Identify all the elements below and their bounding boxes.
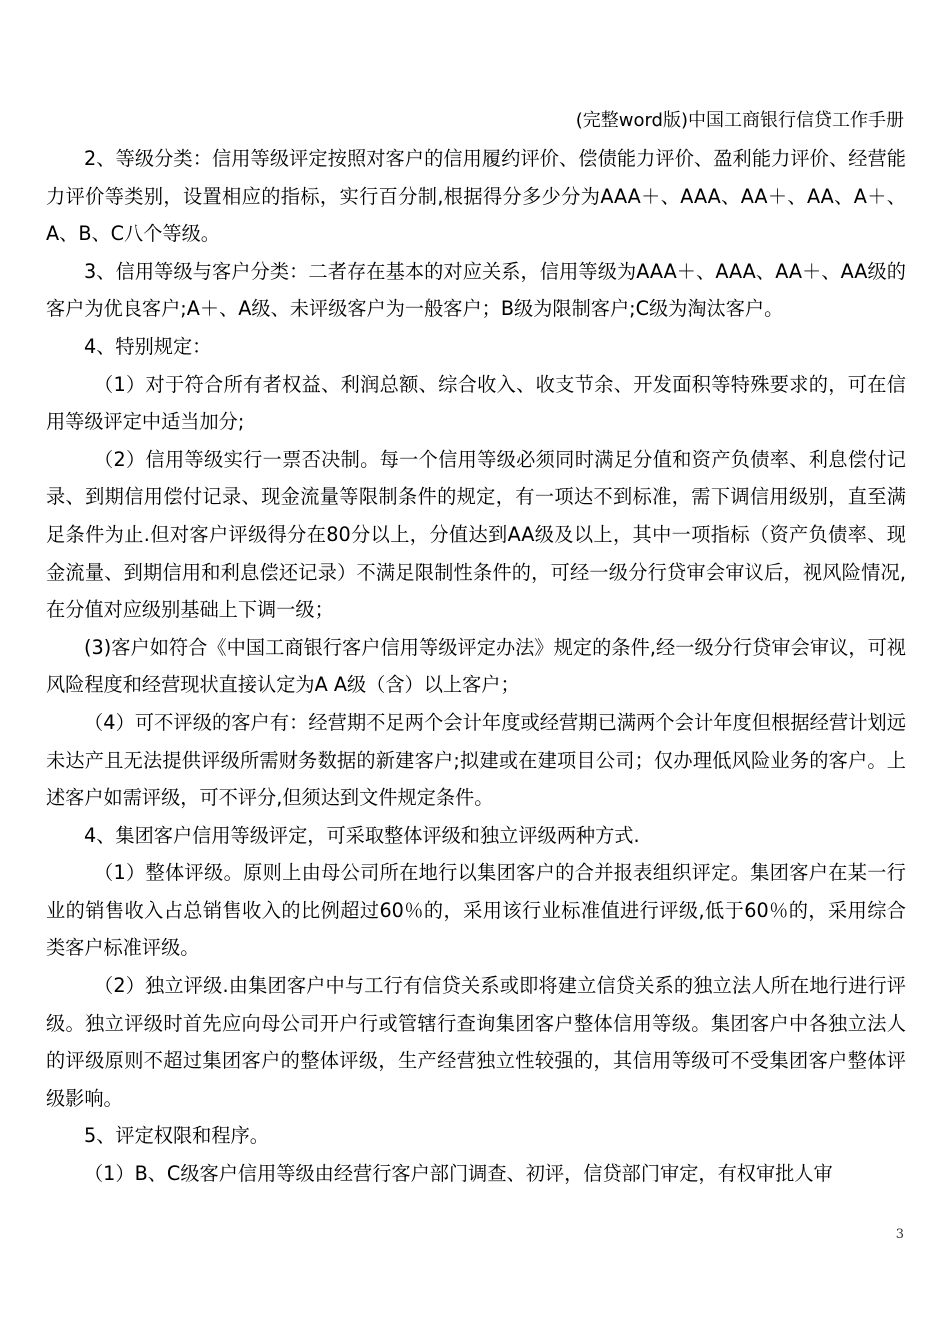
paragraph-group-rating-overall: （1）整体评级。原则上由母公司所在地行以集团客户的合并报表组织评定。集团客户在某一行业的销售收入占总销售收入的比例超过60％的，采用该行业标准值进行评级,低于60％的，采用综合类客户标准评级。	[46, 861, 906, 960]
page-number: 3	[895, 1227, 904, 1242]
paragraph-special-rule-4: （4）可不评级的客户有：经营期不足两个会计年度或经营期已满两个会计年度但根据经营计划远未达产且无法提供评级所需财务数据的新建客户;拟建或在建项目公司；仅办理低风险业务的客户。上述客户如需评级，可不评分,但须达到文件规定条件。	[46, 710, 906, 810]
paragraph-special-rule-1: （1）对于符合所有者权益、利润总额、综合收入、收支节余、开发面积等特殊要求的，可在信用等级评定中适当加分;	[46, 372, 906, 434]
paragraph-group-rating-heading: 4、集团客户信用等级评定，可采取整体评级和独立评级两种方式.	[84, 823, 640, 847]
paragraph-authority-heading: 5、评定权限和程序。	[84, 1124, 269, 1148]
paragraph-authority-rule-1: （1）B、C级客户信用等级由经营行客户部门调查、初评，信贷部门审定，有权审批人审	[84, 1162, 833, 1186]
document-header-title: (完整word版)中国工商银行信贷工作手册	[575, 110, 904, 131]
paragraph-grade-classification: 2、等级分类：信用等级评定按照对客户的信用履约评价、偿债能力评价、盈利能力评价、经营能力评价等类别，设置相应的指标，实行百分制,根据得分多少分为AAA＋、AAA、AA＋、AA、A＋、A、B、C八个等级。	[46, 147, 906, 246]
paragraph-special-rule-2: （2）信用等级实行一票否决制。每一个信用等级必须同时满足分值和资产负债率、利息偿付记录、到期信用偿付记录、现金流量等限制条件的规定，有一项达不到标准，需下调信用级别，直至满足条件为止.但对客户评级得分在80分以上，分值达到AA级及以上，其中一项指标（资产负债率、现金流量、到期信用和利息偿还记录）不满足限制性条件的，可经一级分行贷审会审议后，视风险情况,在分值对应级别基础上下调一级；	[46, 447, 906, 622]
document-body	[46, 140, 906, 1193]
paragraph-group-rating-independent: （2）独立评级.由集团客户中与工行有信贷关系或即将建立信贷关系的独立法人所在地行进行评级。独立评级时首先应向母公司开户行或管辖行查询集团客户整体信用等级。集团客户中各独立法人的评级原则不超过集团客户的整体评级，生产经营独立性较强的，其信用等级可不受集团客户整体评级影响。	[46, 974, 906, 1110]
paragraph-special-rules-heading: 4、特别规定：	[84, 334, 212, 358]
paragraph-special-rule-3: (3)客户如符合《中国工商银行客户信用等级评定办法》规定的条件,经一级分行贷审会审议，可视风险程度和经营现状直接认定为A A级（含）以上客户；	[46, 635, 906, 697]
paragraph-grade-customer-mapping: 3、信用等级与客户分类：二者存在基本的对应关系，信用等级为AAA＋、AAA、AA＋、AA级的客户为优良客户;A＋、A级、未评级客户为一般客户；B级为限制客户;C级为淘汰客户。	[46, 259, 906, 321]
